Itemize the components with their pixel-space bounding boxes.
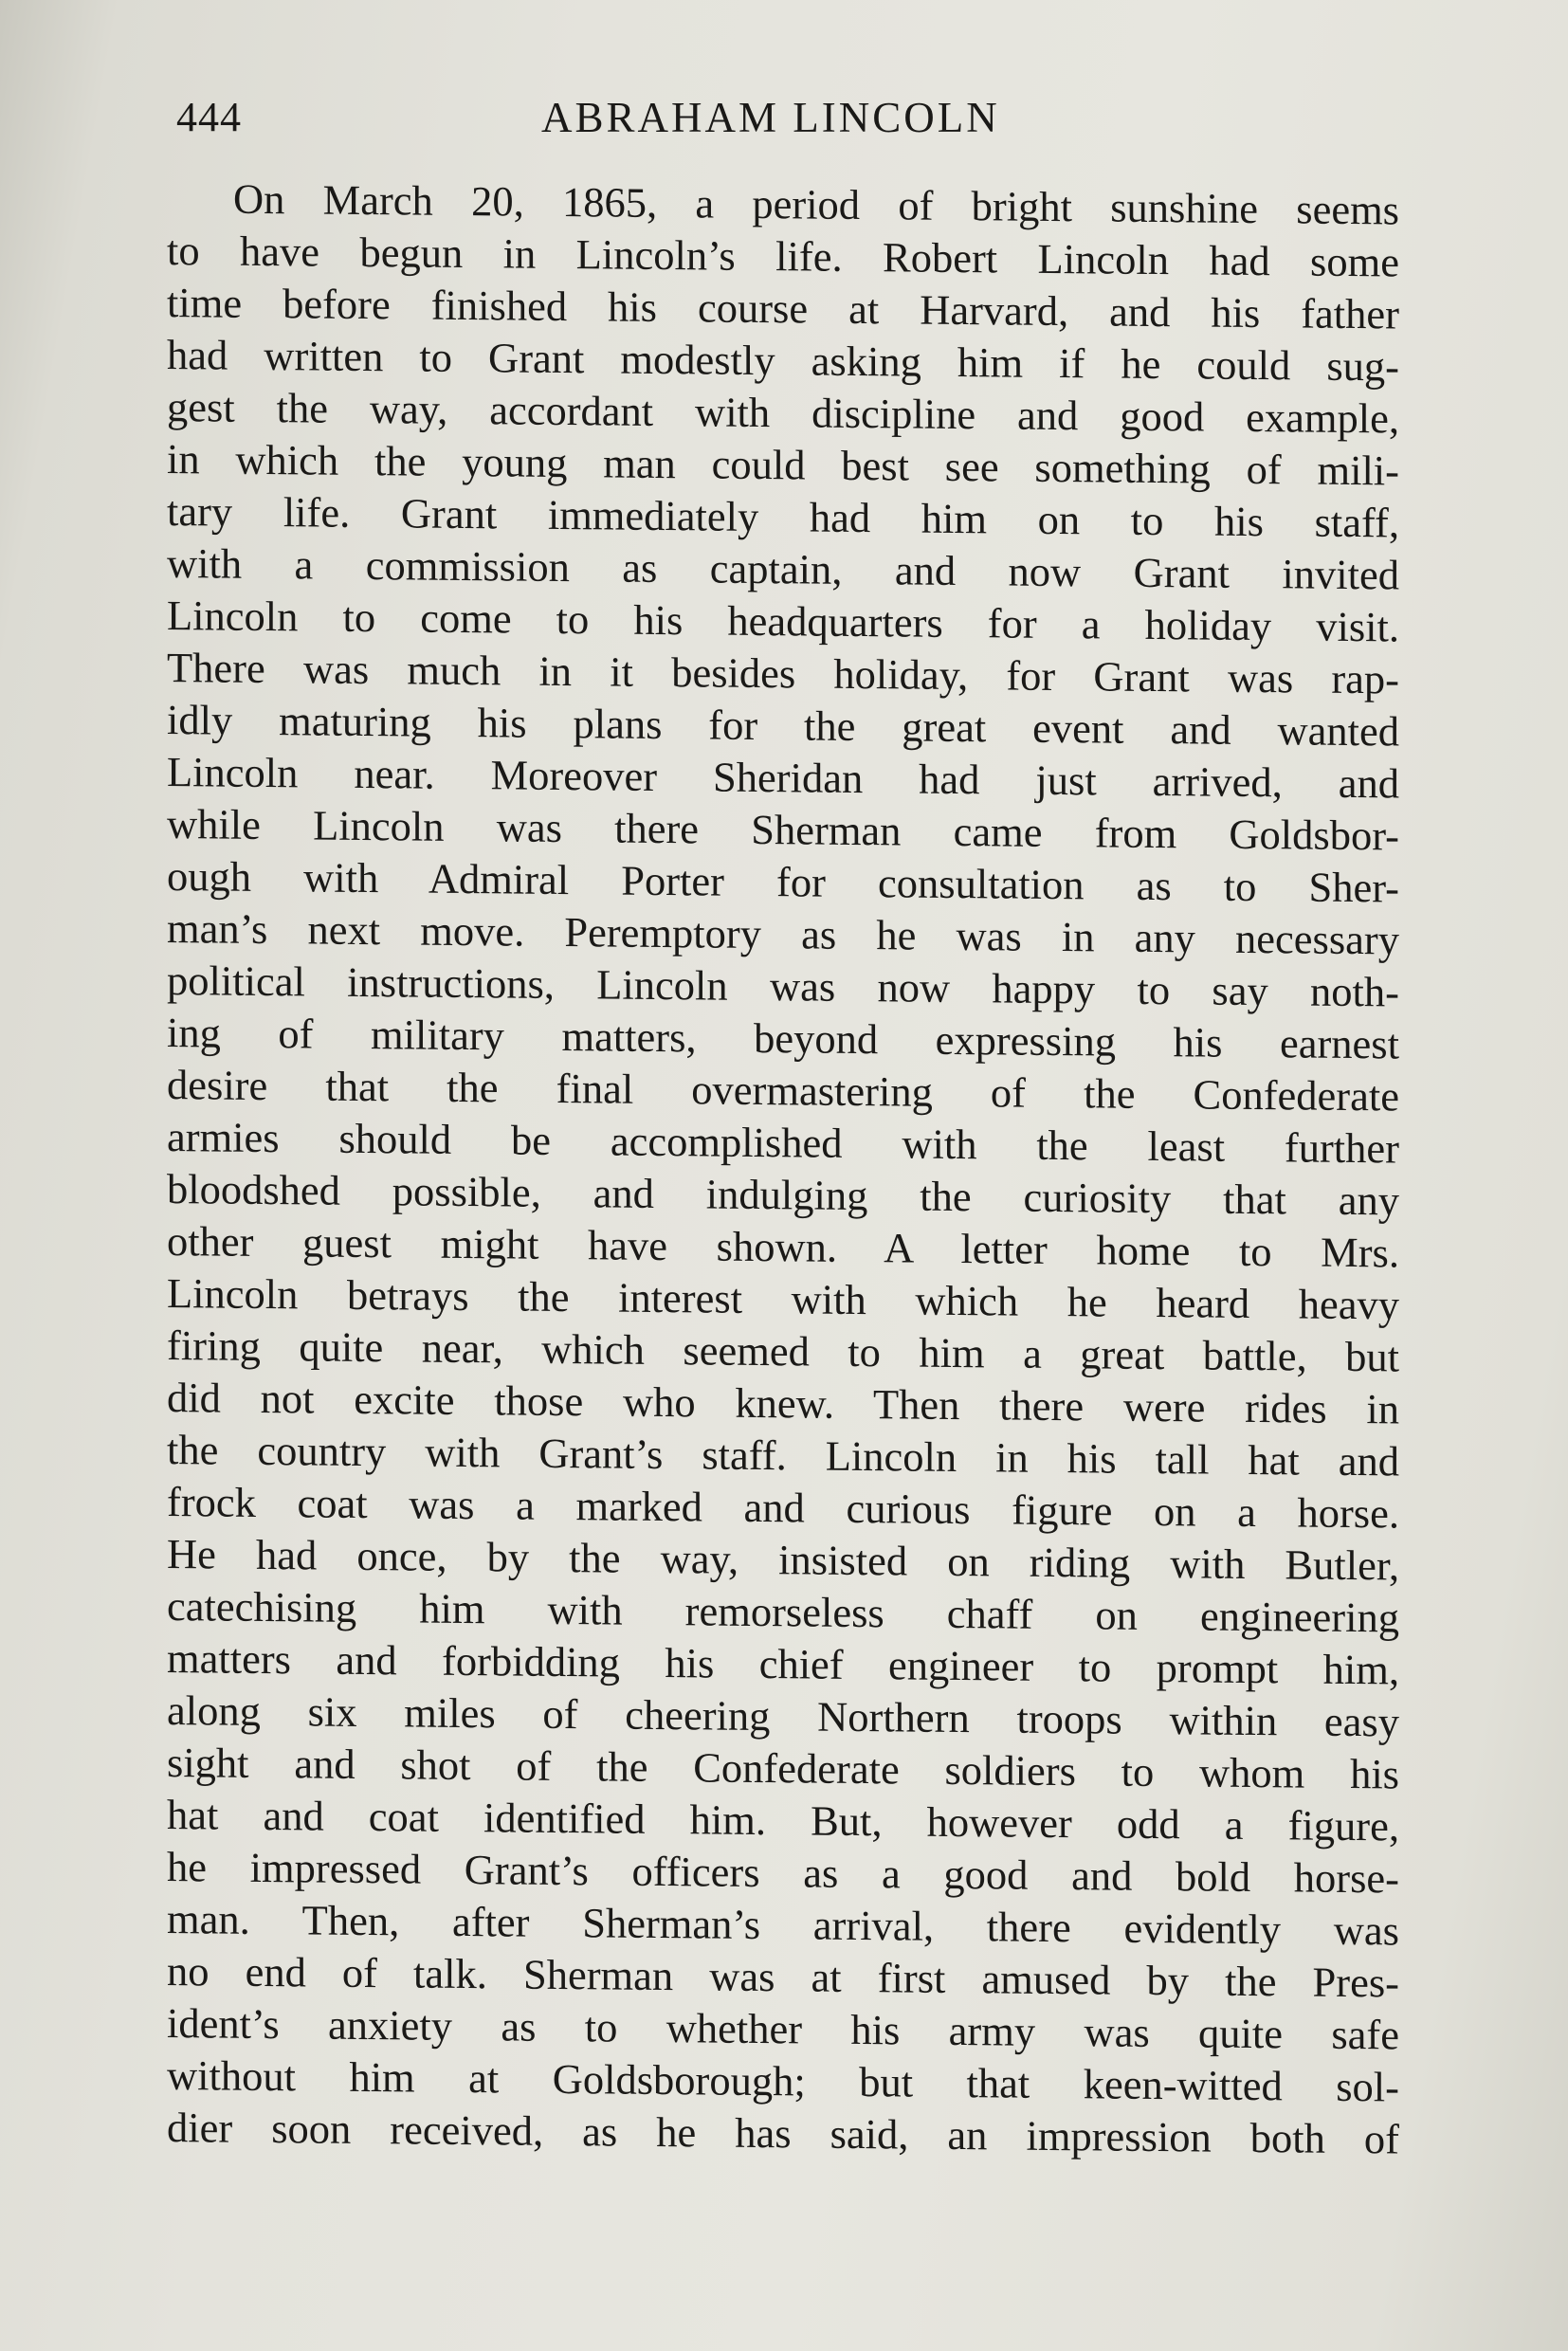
text-line: without him at Goldsborough; but that keen-witted sol-: [167, 2051, 1399, 2111]
text-line: political instructions, Lincoln was now happy to say noth-: [167, 957, 1399, 1016]
text-line: Lincoln betrays the interest with which he heard heavy: [167, 1269, 1399, 1329]
text-line: he impressed Grant’s officers as a good and bold horse-: [167, 1843, 1399, 1903]
text-line: Lincoln to come to his headquarters for a holiday visit.: [167, 592, 1399, 651]
text-line: ough with Admiral Porter for consultation as to Sher-: [167, 852, 1399, 912]
text-line: in which the young man could best see something of mili-: [167, 435, 1399, 495]
text-line: to have begun in Lincoln’s life. Robert Lincoln had some: [167, 227, 1399, 286]
text-line: He had once, by the way, insisted on riding with Butler,: [167, 1530, 1399, 1590]
text-line: Lincoln near. Moreover Sheridan had just arrived, and: [167, 748, 1399, 808]
text-line: no end of talk. Sherman was at first amused by the Pres-: [167, 1947, 1399, 2007]
text-line: ing of military matters, beyond expressing his earnest: [167, 1009, 1399, 1068]
text-line: matters and forbidding his chief engineer to prompt him,: [167, 1634, 1399, 1694]
text-line: along six miles of cheering Northern troops within easy: [167, 1686, 1399, 1746]
text-line: dier soon received, as he has said, an impression both of: [167, 2104, 1399, 2163]
text-line: while Lincoln was there Sherman came from Goldsbor-: [167, 800, 1399, 860]
text-line: other guest might have shown. A letter home to Mrs.: [167, 1217, 1399, 1277]
text-line: had written to Grant modestly asking him if he could sug-: [167, 331, 1399, 391]
text-line: with a commission as captain, and now Grant invited: [167, 539, 1399, 599]
text-line: catechising him with remorseless chaff on engineering: [167, 1582, 1399, 1642]
text-line: ident’s anxiety as to whether his army was quite safe: [167, 1999, 1399, 2059]
text-line: sight and shot of the Confederate soldiers to whom his: [167, 1739, 1399, 1798]
text-line: frock coat was a marked and curious figure on a horse.: [167, 1478, 1399, 1538]
text-line: There was much in it besides holiday, for Grant was rap-: [167, 644, 1399, 703]
text-line: gest the way, accordant with discipline and good example,: [167, 383, 1399, 443]
book-title: ABRAHAM LINCOLN: [541, 94, 1000, 141]
text-line: time before finished his course at Harvard, and his father: [167, 279, 1399, 338]
body-paragraph: [167, 173, 1399, 2163]
running-head: [176, 93, 1409, 150]
text-line: tary life. Grant immediately had him on to his staff,: [167, 487, 1399, 547]
text-line: hat and coat identified him. But, however odd a figure,: [167, 1791, 1399, 1850]
text-line: On March 20, 1865, a period of bright sunshine seems: [233, 174, 1399, 234]
text-line: did not excite those who knew. Then there were rides in: [167, 1374, 1399, 1433]
text-line: idly maturing his plans for the great event and wanted: [167, 696, 1399, 756]
text-line: man’s next move. Peremptory as he was in any necessary: [167, 904, 1399, 964]
text-line: bloodshed possible, and indulging the curiosity that any: [167, 1165, 1399, 1225]
page-number: 444: [176, 94, 242, 140]
text-line: desire that the final overmastering of the Confederate: [167, 1061, 1399, 1121]
text-line: firing quite near, which seemed to him a great battle, but: [167, 1321, 1399, 1381]
text-line: man. Then, after Sherman’s arrival, there evidently was: [167, 1895, 1399, 1955]
text-line: armies should be accomplished with the least further: [167, 1113, 1399, 1173]
text-line: the country with Grant’s staff. Lincoln in his tall hat and: [167, 1426, 1399, 1485]
